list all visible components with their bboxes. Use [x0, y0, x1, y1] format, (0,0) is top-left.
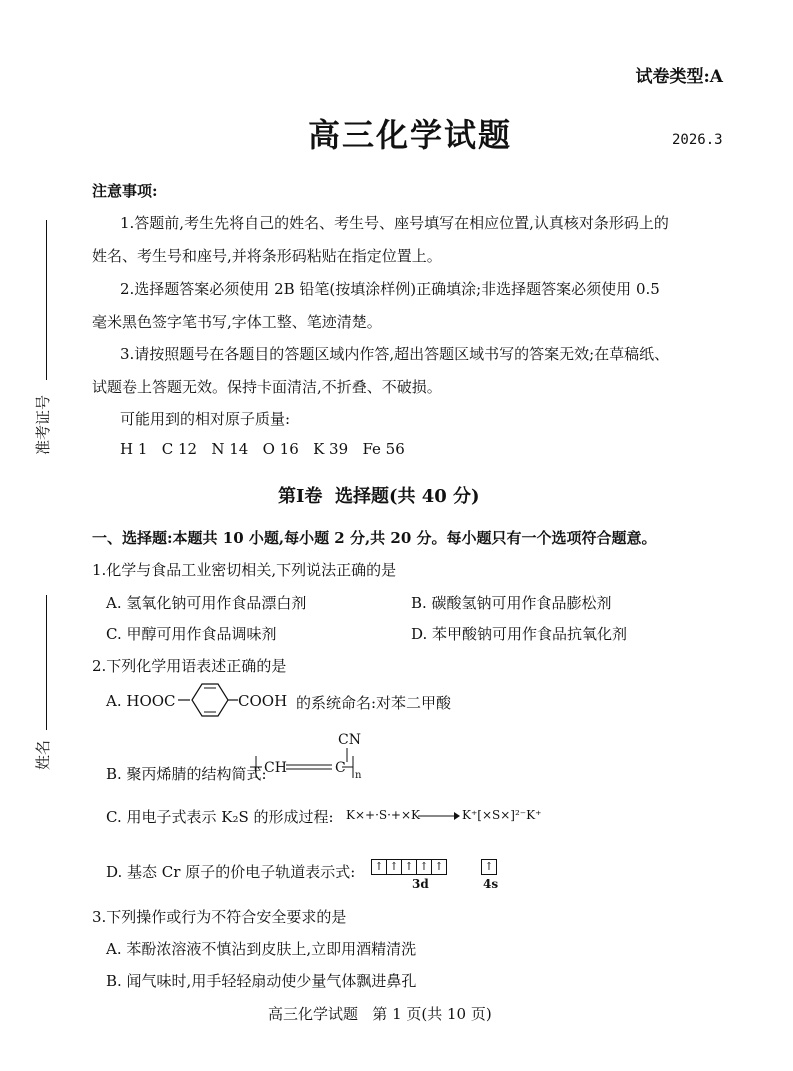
reaction-arrow-icon	[416, 808, 460, 824]
name-line	[46, 595, 47, 730]
notice-item-1-line-2: 姓名、考生号和座号,并将条形码粘贴在指定位置上。	[92, 247, 442, 265]
question-1-option-c: C. 甲醇可用作食品调味剂	[106, 625, 277, 643]
question-2-option-c-text: C. 用电子式表示 K₂S 的形成过程:	[106, 808, 334, 826]
question-3-option-a: A. 苯酚浓溶液不慎沾到皮肤上,立即用酒精清洗	[106, 940, 417, 958]
orbital-3d-label: 3d	[412, 877, 429, 891]
question-1-option-a: A. 氢氧化钠可用作食品漂白剂	[106, 594, 307, 612]
orbital-box: ↑	[416, 859, 432, 875]
question-2-option-d-text: D. 基态 Cr 原子的价电子轨道表示式:	[106, 863, 356, 881]
benzene-ring-icon	[178, 680, 238, 720]
section-instruction: 一、选择题:本题共 10 小题,每小题 2 分,共 20 分。每小题只有一个选项符合题意。	[92, 529, 657, 547]
admission-number-label: 准考证号	[34, 394, 52, 455]
orbital-box: ↑	[481, 859, 497, 875]
orbital-box: ↑	[401, 859, 417, 875]
orbital-box: ↑	[371, 859, 387, 875]
question-1-option-d: D. 苯甲酸钠可用作食品抗氧化剂	[411, 625, 628, 643]
exam-date: 2026.3	[672, 132, 723, 148]
electron-formula-left: K×+·S·+×K	[346, 808, 420, 822]
page-footer: 高三化学试题 第 1 页(共 10 页)	[268, 1005, 492, 1023]
question-1-option-b: B. 碳酸氢钠可用作食品膨松剂	[411, 594, 612, 612]
question-2-option-a-suffix: COOH	[238, 692, 288, 710]
polymer-ch-label: CH	[264, 760, 287, 776]
notice-item-1-line-1: 1.答题前,考生先将自己的姓名、考生号、座号填写在相应位置,认真核对条形码上的	[120, 214, 669, 232]
polymer-n-label: n	[355, 770, 362, 781]
orbital-box: ↑	[386, 859, 402, 875]
orbital-3d-boxes	[372, 855, 447, 875]
notice-heading: 注意事项:	[92, 182, 158, 200]
section-title: 第Ⅰ卷 选择题(共 40 分)	[278, 486, 480, 507]
paper-type: 试卷类型:A	[635, 67, 723, 87]
page-title: 高三化学试题	[308, 116, 513, 154]
orbital-4s-boxes	[482, 855, 497, 875]
notice-item-2-line-2: 毫米黑色签字笔书写,字体工整、笔迹清楚。	[92, 313, 382, 331]
question-2-option-a-text: 的系统命名:对苯二甲酸	[296, 694, 452, 712]
notice-item-3-line-1: 3.请按照题号在各题目的答题区域内作答,超出答题区域书写的答案无效;在草稿纸、	[120, 345, 670, 363]
atomic-mass-values: H 1 C 12 N 14 O 16 K 39 Fe 56	[120, 440, 405, 458]
question-3-stem: 3.下列操作或行为不符合安全要求的是	[92, 908, 347, 926]
notice-item-3-line-2: 试题卷上答题无效。保持卡面清洁,不折叠、不破损。	[92, 378, 442, 396]
question-3-option-b: B. 闻气味时,用手轻轻扇动使少量气体飘进鼻孔	[106, 972, 417, 990]
nitrile-group-label: CN	[338, 732, 361, 748]
question-2-option-a-prefix: A. HOOC	[106, 692, 176, 710]
orbital-4s-label: 4s	[483, 877, 499, 891]
orbital-box: ↑	[431, 859, 447, 875]
polymer-c-label: C	[335, 760, 346, 776]
atomic-mass-heading: 可能用到的相对原子质量:	[120, 410, 291, 428]
question-1-stem: 1.化学与食品工业密切相关,下列说法正确的是	[92, 561, 397, 579]
electron-formula-right: K⁺[×S×]²⁻K⁺	[462, 808, 542, 822]
question-2-option-b-text: B. 聚丙烯腈的结构简式:	[106, 765, 267, 783]
question-2-stem: 2.下列化学用语表述正确的是	[92, 657, 287, 675]
name-label: 姓名	[34, 739, 52, 770]
admission-number-line	[46, 220, 47, 380]
notice-item-2-line-1: 2.选择题答案必须使用 2B 铅笔(按填涂样例)正确填涂;非选择题答案必须使用 0.5	[120, 280, 660, 298]
